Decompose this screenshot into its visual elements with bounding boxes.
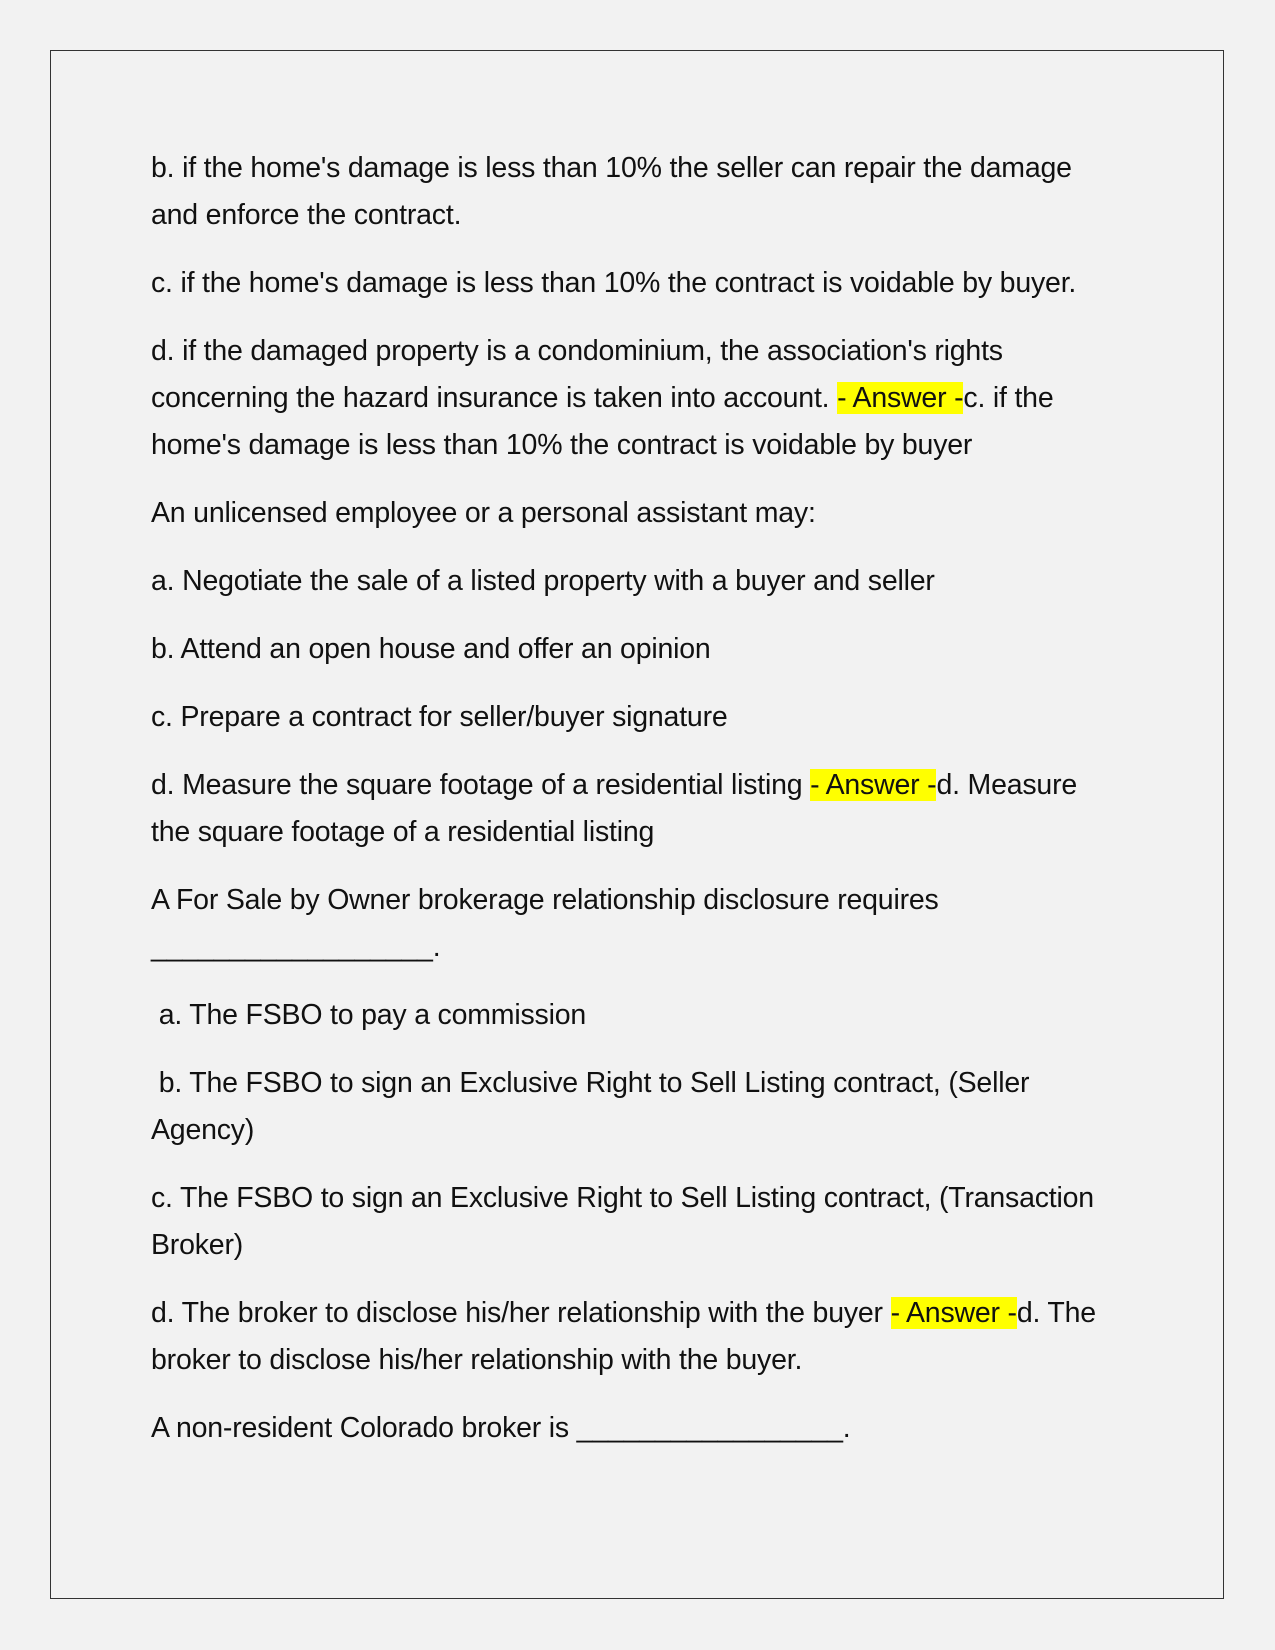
- question-text: An unlicensed employee or a personal assistant may:: [151, 497, 816, 529]
- question-text: A non-resident Colorado broker is _________________.: [151, 1412, 851, 1444]
- answer-option-b: b. if the home's damage is less than 10% the seller can repair the damage and enforce the contract.: [151, 152, 1072, 231]
- answer-text: d. Measure the square footage of a residential listing: [151, 769, 1078, 848]
- option-text: d. if the damaged property is a condominium, the association's rights concerning the hazard insurance is taken into account.: [151, 335, 1003, 414]
- answer-option-d-with-answer: [151, 1290, 1111, 1384]
- answer-option-a: a. The FSBO to pay a commission: [151, 999, 587, 1031]
- answer-option-c: c. Prepare a contract for seller/buyer signature: [151, 701, 728, 733]
- option-text: d. Measure the square footage of a residential listing: [151, 769, 811, 801]
- option-text: d. The broker to disclose his/her relationship with the buyer: [151, 1297, 891, 1329]
- answer-option-d-with-answer: [151, 328, 1111, 469]
- answer-text: d. The broker to disclose his/her relationship with the buyer.: [151, 1297, 1096, 1376]
- answer-option-b: b. Attend an open house and offer an opinion: [151, 633, 711, 665]
- answer-option-d-with-answer: [151, 762, 1111, 856]
- answer-highlight: - Answer -: [890, 1297, 1017, 1329]
- answer-highlight: - Answer -: [810, 769, 937, 801]
- answer-text: c. if the home's damage is less than 10% the contract is voidable by buyer: [151, 382, 1054, 461]
- answer-option-a: a. Negotiate the sale of a listed property with a buyer and seller: [151, 565, 935, 597]
- document-body: [151, 145, 1111, 1473]
- question-text: A For Sale by Owner brokerage relationship disclosure requires __________________.: [151, 884, 939, 963]
- answer-option-c: c. The FSBO to sign an Exclusive Right to Sell Listing contract, (Transaction Broker): [151, 1182, 1094, 1261]
- answer-option-b: b. The FSBO to sign an Exclusive Right to Sell Listing contract, (Seller Agency): [151, 1067, 1036, 1146]
- answer-highlight: - Answer -: [837, 382, 964, 414]
- answer-option-c: c. if the home's damage is less than 10% the contract is voidable by buyer.: [151, 267, 1077, 299]
